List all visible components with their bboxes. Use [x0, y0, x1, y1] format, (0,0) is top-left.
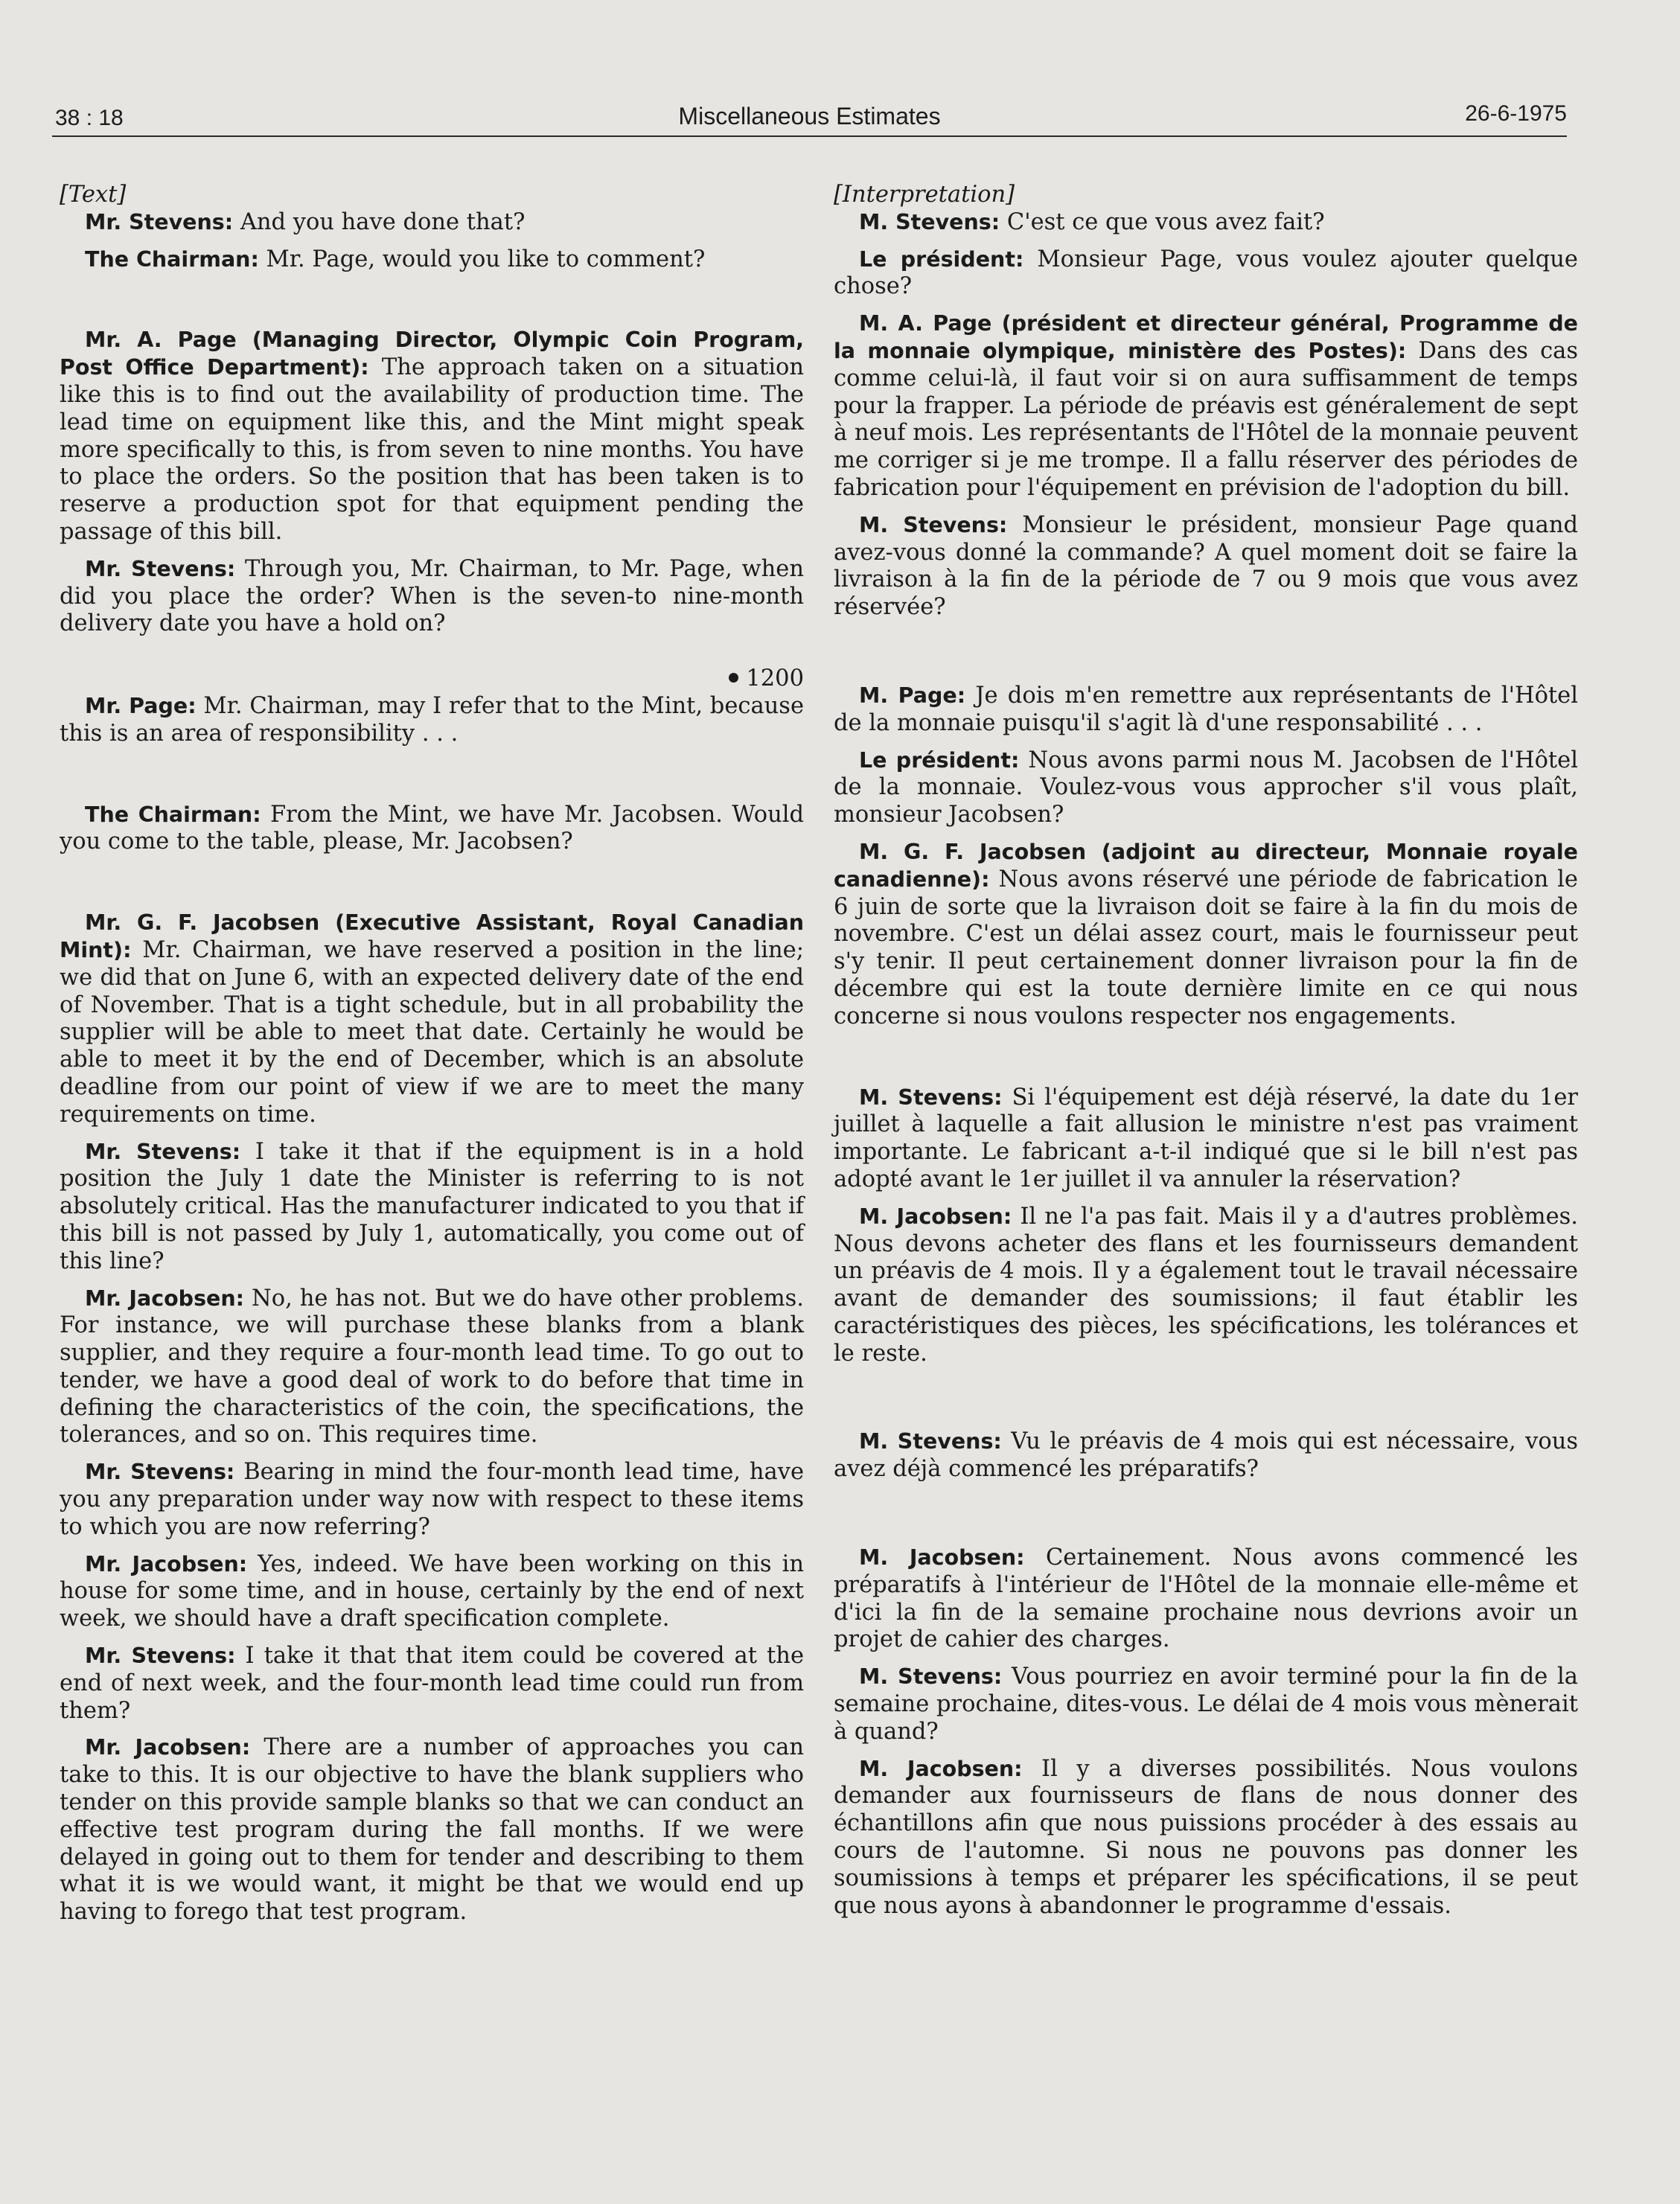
speech-text: Je dois m'en remettre aux représentants de l'Hôtel de la monnaie puisqu'il s'agit là d'une responsabilité . . . [834, 682, 1578, 736]
speech-paragraph [60, 1551, 804, 1633]
speech-paragraph [60, 1459, 804, 1541]
speech-paragraph [60, 209, 804, 237]
speech-paragraph [834, 747, 1578, 829]
speech-text: From the Mint, we have Mr. Jacobsen. Would you come to the table, please, Mr. Jacobsen? [60, 801, 804, 855]
time-marker-text: 1200 [746, 665, 804, 692]
speaker-name: Mr. Stevens: [85, 1139, 241, 1164]
speech-paragraph [834, 839, 1578, 1031]
speech-text: Vu le préavis de 4 mois qui est nécessaire, vous avez déjà commencé les préparatifs? [834, 1428, 1578, 1483]
speech-text: Mr. Chairman, may I refer that to the Mint, because this is an area of responsibility . . . [60, 692, 804, 747]
speech-text: Nous avons réservé une période de fabrication le 6 juin de sorte que la livraison doit se faire à la fin du mois de novembre. C'est un délai assez court, mais le fournisseur peut s'y tenir. Il peut certainement donner livraison pour la fin de décembre qui est la toute dernière limite en ce qui nous concerne si nous voulons respecter nos engagements. [834, 866, 1578, 1029]
speech-paragraph [60, 1643, 804, 1725]
speaker-name: Mr. Stevens: [85, 1460, 235, 1485]
speech-text: Vous pourriez en avoir terminé pour la fin de la semaine prochaine, dites-vous. Le délai de 4 mois vous mènerait à quand? [834, 1664, 1578, 1745]
speech-text: Through you, Mr. Chairman, to Mr. Page, when did you place the order? When is the seven-to nine-month delivery date you have a hold on? [60, 555, 804, 637]
page-number: 38 : 18 [55, 106, 124, 130]
speaker-name: M. Stevens: [859, 1085, 1003, 1110]
speech-text: Mr. Chairman, we have reserved a position in the line; we did that on June 6, with an expected delivery date of the end of November. That is a tight schedule, but in all probability the supplier will be able to meet that date. Certainly he would be able to meet it by the end of December, which is an absolute deadline from our point of view if we are to meet the many requirements on time. [60, 936, 804, 1128]
speech-text: Monsieur Page, vous voulez ajouter quelque chose? [834, 246, 1578, 300]
speaker-name: M. Jacobsen: [859, 1756, 1023, 1781]
speaker-name: The Chairman: [85, 246, 259, 272]
speech-text: I take it that if the equipment is in a hold position the July 1 date the Minister is referring to is not absolutely critical. Has the manufacturer indicated to you that if this bill is not passed by July 1, automatically, you come out of this line? [60, 1138, 804, 1274]
speaker-name: M. Stevens: [859, 1429, 1002, 1454]
speech-paragraph [60, 693, 804, 748]
speaker-name: The Chairman: [85, 802, 261, 827]
speech-paragraph [60, 327, 804, 546]
speech-paragraph [834, 246, 1578, 301]
speaker-name: Le président: [859, 747, 1020, 773]
column-label: [Interpretation] [834, 182, 1015, 208]
speech-text: There are a number of approaches you can take to this. It is our objective to have the blank suppliers who tender on this provide sample blanks so that we can conduct an effective test program during the fall months. If we were delayed in going out to them for tender and describing to them what it is we would want, it might be that we would end up having to forego that test program. [60, 1734, 805, 1926]
speech-text: Nous avons parmi nous M. Jacobsen de l'Hôtel de la monnaie. Voulez-vous vous approcher s'il vous plaît, monsieur Jacobsen? [834, 747, 1578, 828]
speech-text: Il ne l'a pas fait. Mais il y a d'autres problèmes. Nous devons acheter des flans et les fournisseurs demandent un préavis de 4 mois. Il y a également tout le travail nécessaire avant de demander des soumissions; il faut établir les caractéristiques des pièces, les spécifications, les tolérances et le reste. [834, 1203, 1578, 1367]
speech-paragraph [834, 683, 1578, 738]
speech-text: Monsieur le président, monsieur Page quand avez-vous donné la commande? A quel moment doit se faire la livraison à la fin de la période de 7 ou 9 mois que vous avez réservée? [834, 511, 1579, 621]
speech-text: Bearing in mind the four-month lead time, have you any preparation under way now with respect to these items to which you are now referring? [60, 1459, 804, 1540]
speech-paragraph [60, 1285, 804, 1450]
speech-paragraph [834, 1545, 1578, 1654]
page-title: Miscellaneous Estimates [678, 103, 941, 130]
page-date: 26-6-1975 [1465, 101, 1567, 126]
speech-paragraph [834, 512, 1578, 622]
speaker-name: Mr. Stevens: [85, 1644, 236, 1669]
speaker-name: Mr. Jacobsen: [85, 1735, 251, 1760]
speech-text: Mr. Page, would you like to comment? [258, 246, 706, 272]
speech-paragraph [834, 1204, 1578, 1368]
speaker-name: M. Page: [859, 683, 966, 708]
speaker-name: Mr. Jacobsen: [85, 1551, 248, 1577]
speech-text: The approach taken on a situation like this is to find out the availability of production time. The lead time on equipment like this, and the Mint might speak more specifically to this, is from seven to nine months. You have to place the orders. So the position that has been taken is to reserve a production spot for that equipment pending the passage of this bill. [60, 354, 805, 545]
speech-paragraph [60, 1139, 804, 1276]
speech-paragraph [834, 310, 1578, 502]
speaker-name: Le président: [859, 246, 1024, 272]
speaker-name: Mr. Jacobsen: [85, 1285, 245, 1311]
column-label: [Text] [60, 182, 127, 208]
speaker-name: M. A. Page (président et directeur général, Programme de la monnaie olympique, ministère des Postes): [834, 311, 1578, 363]
speaker-name: M. Stevens: [859, 1664, 1003, 1690]
speech-text: C'est ce que vous avez fait? [1000, 208, 1325, 235]
speech-text: No, he has not. But we do have other problems. For instance, we will purchase these blanks from a blank supplier, and they require a four-month lead time. To go out to tender, we have a good deal of work to do before that time in defining the characteristics of the coin, the specifications, the tolerances, and so on. This requires time. [60, 1285, 804, 1448]
speech-text: Si l'équipement est déjà réservé, la date du 1er juillet à laquelle a fait allusion le ministre n'est pas vraiment importante. Le fabricant a-t-il indiqué que si le bill n'est pas adopté avant le 1er juillet il va annuler la réservation? [834, 1084, 1578, 1192]
speaker-name: M. Jacobsen: [859, 1545, 1025, 1571]
speech-text: Yes, indeed. We have been working on this in house for some time, and in house, certainly by the end of next week, we should have a draft specification complete. [60, 1550, 805, 1632]
speech-paragraph [834, 1664, 1578, 1745]
speech-paragraph [834, 209, 1578, 237]
speech-paragraph [60, 802, 804, 857]
speech-paragraph [60, 556, 804, 638]
speaker-name: M. G. F. Jacobsen (adjoint au directeur, Monnaie royale canadienne): [834, 839, 1578, 892]
speaker-name: Mr. G. F. Jacobsen (Executive Assistant, Royal Canadian Mint): [60, 910, 804, 962]
speech-paragraph [834, 1085, 1578, 1194]
speech-paragraph [834, 1756, 1578, 1920]
speech-paragraph [60, 1734, 804, 1926]
english-column [60, 182, 804, 1926]
page-header [52, 101, 1567, 137]
speech-paragraph [834, 1428, 1578, 1483]
speech-text: Il y a diverses possibilités. Nous voulons demander aux fournisseurs de flans de nous donner des échantillons afin que nous puissions procéder à des essais au cours de l'automne. Si nous ne pouvons pas donner les soumissions à temps et préparer les spécifications, il se peut que nous ayons à abandonner le programme d'essais. [834, 1755, 1578, 1919]
speaker-name: M. Jacobsen: [859, 1204, 1012, 1229]
time-marker [60, 665, 804, 693]
speaker-name: M. Stevens: [859, 512, 1008, 537]
speaker-name: Mr. Stevens: [85, 209, 234, 234]
speech-paragraph [60, 910, 804, 1128]
bullet-icon [729, 673, 738, 683]
speaker-name: Mr. Stevens: [85, 556, 236, 581]
speaker-name: Mr. A. Page (Managing Director, Olympic Coin Program, Post Office Department): [60, 328, 804, 380]
speech-text: Certainement. Nous avons commencé les préparatifs à l'intérieur de l'Hôtel de la monnaie elle-même et d'ici la fin de la semaine prochaine nous devrions avoir un projet de cahier des charges. [834, 1545, 1578, 1653]
speech-paragraph [60, 246, 804, 274]
speaker-name: M. Stevens: [859, 209, 1000, 234]
speech-text: Dans des cas comme celui-là, il faut voir si on aura suffisamment de temps pour la frapper. La période de préavis est généralement de sept à neuf mois. Les représentants de l'Hôtel de la monnaie peuvent me corriger si je me trompe. Il a fallu réserver des périodes de fabrication pour l'équipement en prévision de l'adoption du bill. [834, 337, 1578, 501]
french-column [834, 182, 1578, 1920]
speech-text: And you have done that? [233, 208, 526, 235]
speech-text: I take it that that item could be covered at the end of next week, and the four-month lead time could run from them? [60, 1643, 804, 1724]
speaker-name: Mr. Page: [85, 693, 197, 718]
